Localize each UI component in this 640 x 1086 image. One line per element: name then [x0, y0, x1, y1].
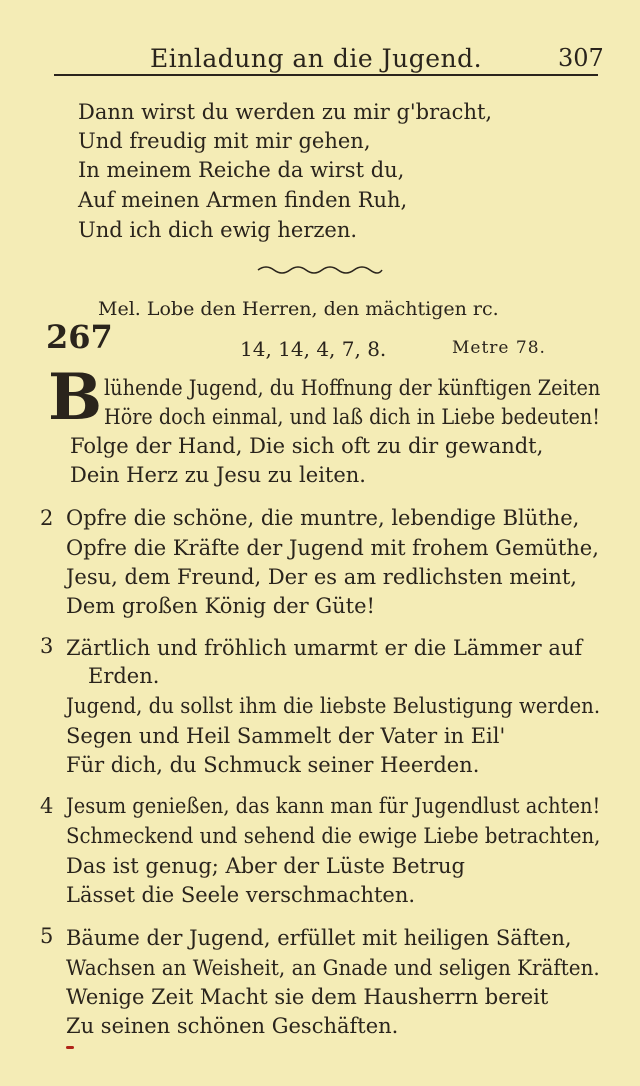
- stanza-2-number: 2: [40, 506, 54, 530]
- stanza-4-line-2: Schmeckend und sehend die ewige Liebe betrachten,: [66, 824, 601, 848]
- stanza-4-line-1: Jesum genießen, das kann man für Jugendlust achten!: [66, 794, 601, 818]
- stanza-3-line-4: Segen und Heil Sammelt der Vater in Eil': [66, 724, 506, 748]
- prev-line-5: Und ich dich ewig herzen.: [78, 218, 358, 242]
- drop-cap: B: [48, 360, 103, 435]
- meter-numbers: 14, 14, 4, 7, 8.: [240, 337, 387, 361]
- stanza-3-number: 3: [40, 634, 54, 658]
- stanza-4-number: 4: [40, 794, 54, 818]
- stanza-5-line-1: Bäume der Jugend, erfüllet mit heiligen Säften,: [66, 926, 572, 950]
- ornament-divider: [256, 262, 384, 278]
- stanza-1-line-2: Höre doch einmal, und laß dich in Liebe bedeuten!: [104, 405, 600, 429]
- stanza-4-line-3: Das ist genug; Aber der Lüste Betrug: [66, 854, 465, 878]
- prev-line-1: Dann wirst du werden zu mir g'bracht,: [78, 100, 493, 124]
- stanza-5-line-3: Wenige Zeit Macht sie dem Hausherrn bereit: [66, 985, 549, 1009]
- header-rule: [54, 74, 598, 76]
- stanza-2-line-4: Dem großen König der Güte!: [66, 594, 375, 618]
- stanza-1-line-4: Dein Herz zu Jesu zu leiten.: [70, 463, 366, 487]
- ink-mark: [66, 1046, 74, 1049]
- stanza-3-line-2: Erden.: [88, 664, 160, 688]
- stanza-3-line-1: Zärtlich und fröhlich umarmt er die Lämmer auf: [66, 636, 583, 660]
- melody-line: Mel. Lobe den Herren, den mächtigen rc.: [98, 298, 499, 320]
- stanza-2-line-3: Jesu, dem Freund, Der es am redlichsten meint,: [66, 565, 577, 589]
- prev-line-4: Auf meinen Armen finden Ruh,: [78, 188, 408, 212]
- stanza-4-line-4: Lässet die Seele verschmachten.: [66, 883, 416, 907]
- stanza-5-number: 5: [40, 924, 54, 948]
- stanza-3-line-3: Jugend, du sollst ihm die liebste Belustigung werden.: [66, 694, 601, 718]
- hymn-number: 267: [46, 318, 113, 356]
- running-title: Einladung an die Jugend.: [150, 44, 483, 73]
- stanza-5-line-4: Zu seinen schönen Geschäften.: [66, 1014, 399, 1038]
- metre-label: Metre 78.: [452, 338, 546, 358]
- stanza-1-line-1: lühende Jugend, du Hoffnung der künftigen Zeiten: [104, 376, 601, 400]
- stanza-2-line-1: Opfre die schöne, die muntre, lebendige Blüthe,: [66, 506, 580, 530]
- stanza-3-line-5: Für dich, du Schmuck seiner Heerden.: [66, 753, 480, 777]
- prev-line-2: Und freudig mit mir gehen,: [78, 129, 371, 153]
- stanza-5-line-2: Wachsen an Weisheit, an Gnade und seligen Kräften.: [66, 956, 600, 980]
- stanza-1-line-3: Folge der Hand, Die sich oft zu dir gewandt,: [70, 434, 544, 458]
- page-number: 307: [558, 44, 604, 72]
- prev-line-3: In meinem Reiche da wirst du,: [78, 158, 405, 182]
- stanza-2-line-2: Opfre die Kräfte der Jugend mit frohem Gemüthe,: [66, 536, 599, 560]
